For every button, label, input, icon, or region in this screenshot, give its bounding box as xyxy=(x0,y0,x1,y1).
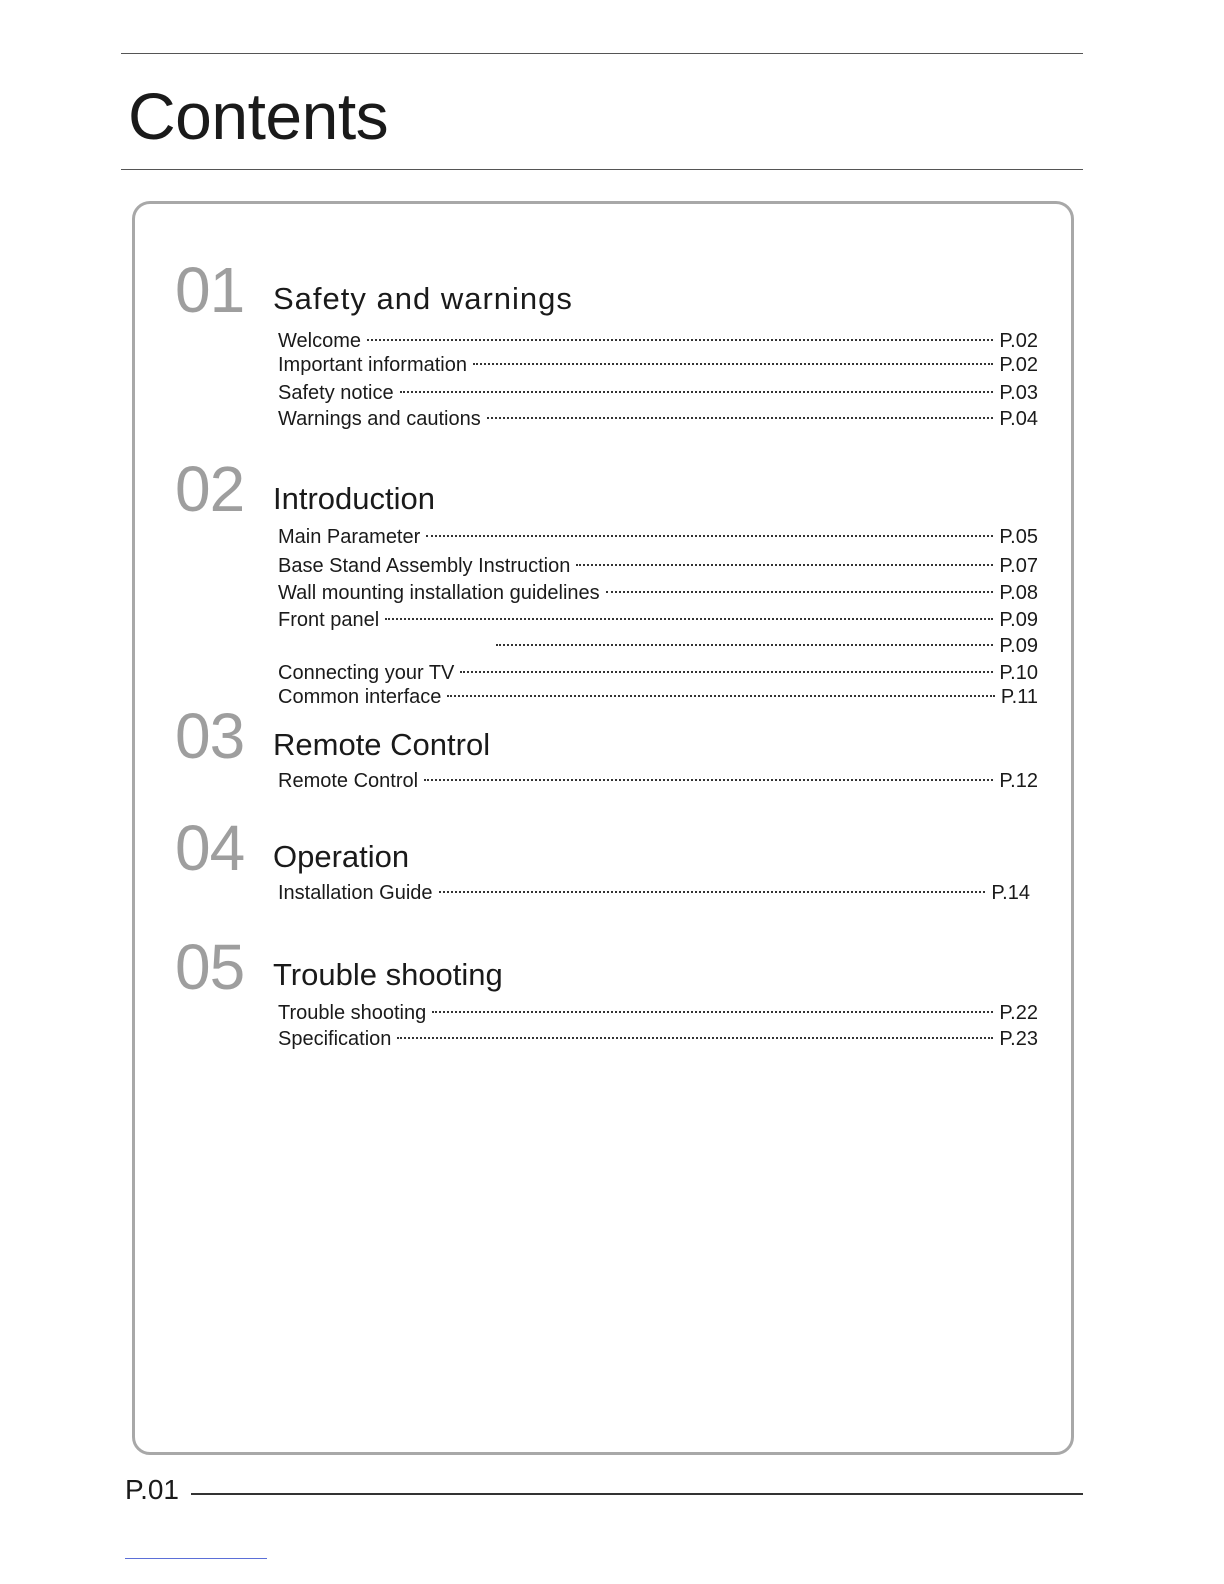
footer-rule xyxy=(191,1493,1083,1495)
toc-entry[interactable] xyxy=(278,685,1038,709)
toc-entry-page: P.09 xyxy=(999,609,1038,631)
toc-entry[interactable] xyxy=(278,381,1038,405)
toc-entry-label: Trouble shooting xyxy=(278,1002,427,1024)
page-title: Contents xyxy=(128,79,389,153)
toc-entry-page: P.10 xyxy=(999,662,1038,684)
leader-dots xyxy=(432,1011,993,1013)
toc-entry-page: P.08 xyxy=(999,582,1038,604)
bottom-corner-line xyxy=(125,1558,267,1559)
toc-entry-page: P.03 xyxy=(999,382,1038,404)
leader-dots xyxy=(424,779,993,781)
section-title: Remote Control xyxy=(273,727,491,762)
toc-entry-label: Wall mounting installation guidelines xyxy=(278,582,600,604)
toc-entry-page: P.09 xyxy=(999,635,1038,657)
toc-entry[interactable] xyxy=(278,353,1038,377)
section-number: 01 xyxy=(175,254,245,326)
section-number: 03 xyxy=(175,700,245,772)
leader-dots xyxy=(439,891,986,893)
toc-entry-label: Connecting your TV xyxy=(278,662,455,684)
section-number: 02 xyxy=(175,453,245,525)
toc-entry[interactable] xyxy=(278,1001,1038,1025)
toc-entry-page: P.05 xyxy=(999,526,1038,548)
leader-dots xyxy=(496,644,993,646)
toc-entry[interactable] xyxy=(278,525,1038,549)
section-title: Trouble shooting xyxy=(273,957,503,992)
toc-entry-label: Specification xyxy=(278,1028,392,1050)
section-number: 05 xyxy=(175,931,245,1003)
toc-entry[interactable] xyxy=(278,554,1038,578)
section-title: Safety and warnings xyxy=(273,281,573,316)
toc-entry-label: Warnings and cautions xyxy=(278,408,481,430)
toc-entry[interactable] xyxy=(278,1027,1038,1051)
leader-dots xyxy=(367,339,993,341)
toc-entry-label: Welcome xyxy=(278,330,361,352)
toc-entry[interactable] xyxy=(278,769,1038,793)
toc-entry-page: P.12 xyxy=(999,770,1038,792)
toc-entry-label: Base Stand Assembly Instruction xyxy=(278,555,571,577)
leader-dots xyxy=(426,535,993,537)
toc-entry-page: P.04 xyxy=(999,408,1038,430)
toc-entry[interactable] xyxy=(278,329,1038,353)
toc-entry-page: P.22 xyxy=(999,1002,1038,1024)
toc-entry-label: Safety notice xyxy=(278,382,394,404)
section-title: Operation xyxy=(273,839,410,874)
toc-entry-label: Common interface xyxy=(278,686,442,708)
top-rule xyxy=(121,53,1083,54)
section-number: 04 xyxy=(175,812,245,884)
toc-entry-page: P.07 xyxy=(999,555,1038,577)
leader-dots xyxy=(606,591,994,593)
toc-entry[interactable] xyxy=(278,407,1038,431)
toc-entry[interactable] xyxy=(278,608,1038,632)
page-number: P.01 xyxy=(125,1474,179,1505)
leader-dots xyxy=(385,618,993,620)
toc-entry[interactable] xyxy=(278,661,1038,685)
leader-dots xyxy=(397,1037,993,1039)
leader-dots xyxy=(400,391,994,393)
toc-entry-label: Main Parameter xyxy=(278,526,421,548)
toc-entry-label: Front panel xyxy=(278,609,380,631)
leader-dots xyxy=(487,417,994,419)
leader-dots xyxy=(460,671,993,673)
toc-entry-page: P.23 xyxy=(999,1028,1038,1050)
leader-dots xyxy=(576,564,993,566)
toc-entry-label: Remote Control xyxy=(278,770,419,792)
toc-entry-page: P.14 xyxy=(991,882,1030,904)
title-rule xyxy=(121,169,1083,170)
toc-entry-label: Installation Guide xyxy=(278,882,433,904)
toc-entry[interactable] xyxy=(278,581,1038,605)
toc-entry-page: P.11 xyxy=(1000,686,1038,708)
toc-entry[interactable] xyxy=(490,634,1038,658)
toc-entry-label: Important information xyxy=(278,354,467,376)
leader-dots xyxy=(473,363,993,365)
toc-entry-page: P.02 xyxy=(999,330,1038,352)
leader-dots xyxy=(447,695,995,697)
toc-entry[interactable] xyxy=(278,881,1030,905)
section-title: Introduction xyxy=(273,481,435,516)
toc-entry-page: P.02 xyxy=(999,354,1038,376)
